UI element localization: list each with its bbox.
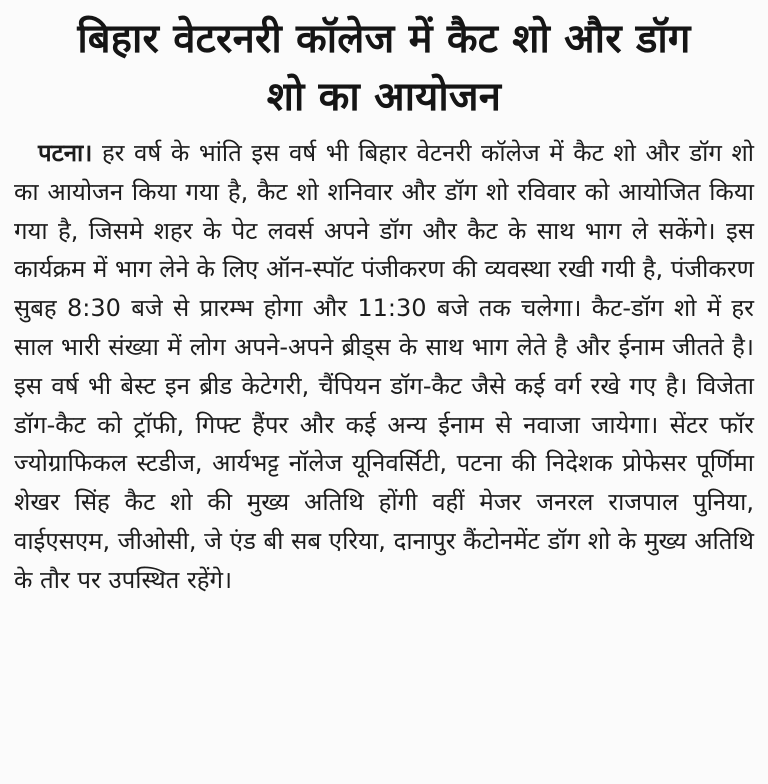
article-body-text: हर वर्ष के भांति इस वर्ष भी बिहार वेटनरी कॉलेज में कैट शो और डॉग शो का आयोजन किया गया है, कैट शो शनिवार और डॉग शो रविवार को आयोजित किया गया है, जिसमे शहर के पेट लवर्स अपने डॉग और कैट के साथ भाग ले सकेंगे। इस कार्यक्रम में भाग लेने के लिए ऑन-स्पॉट पंजीकरण की व्यवस्था रखी गयी है, पंजीकरण सुबह 8:30 बजे से प्रारम्भ होगा और 11:30 बजे तक चलेगा। कैट-डॉग शो में हर साल भारी संख्या में लोग अपने-अपने ब्रीड्स के साथ भाग लेते है और ईनाम जीतते है। इस वर्ष भी बेस्ट इन ब्रीड केटेगरी, चैंपियन डॉग-कैट जैसे कई वर्ग रखे गए है। विजेता डॉग-कैट को ट्रॉफी, गिफ्ट हैंपर और कई अन्य ईनाम से नवाजा जायेगा। सेंटर फॉर ज्योग्राफिकल स्टडीज, आर्यभट्ट नॉलेज यूनिवर्सिटी, पटना की निदेशक प्रोफेसर पूर्णिमा शेखर सिंह कैट शो की मुख्य अतिथि होंगी वहीं मेजर जनरल राजपाल पुनिया, वाईएसएम, जीओसी, जे एंड बी सब एरिया, दानापुर कैंटोनमेंट डॉग शो के मुख्य अतिथि के तौर पर उपस्थित रहेंगे। [14, 139, 754, 594]
headline-line-1: बिहार वेटरनरी कॉलेज में कैट शो और डॉग [77, 16, 691, 62]
article-body [14, 134, 754, 600]
headline [10, 10, 758, 126]
headline-line-2: शो का आयोजन [266, 74, 502, 120]
dateline: पटना। [38, 139, 93, 167]
